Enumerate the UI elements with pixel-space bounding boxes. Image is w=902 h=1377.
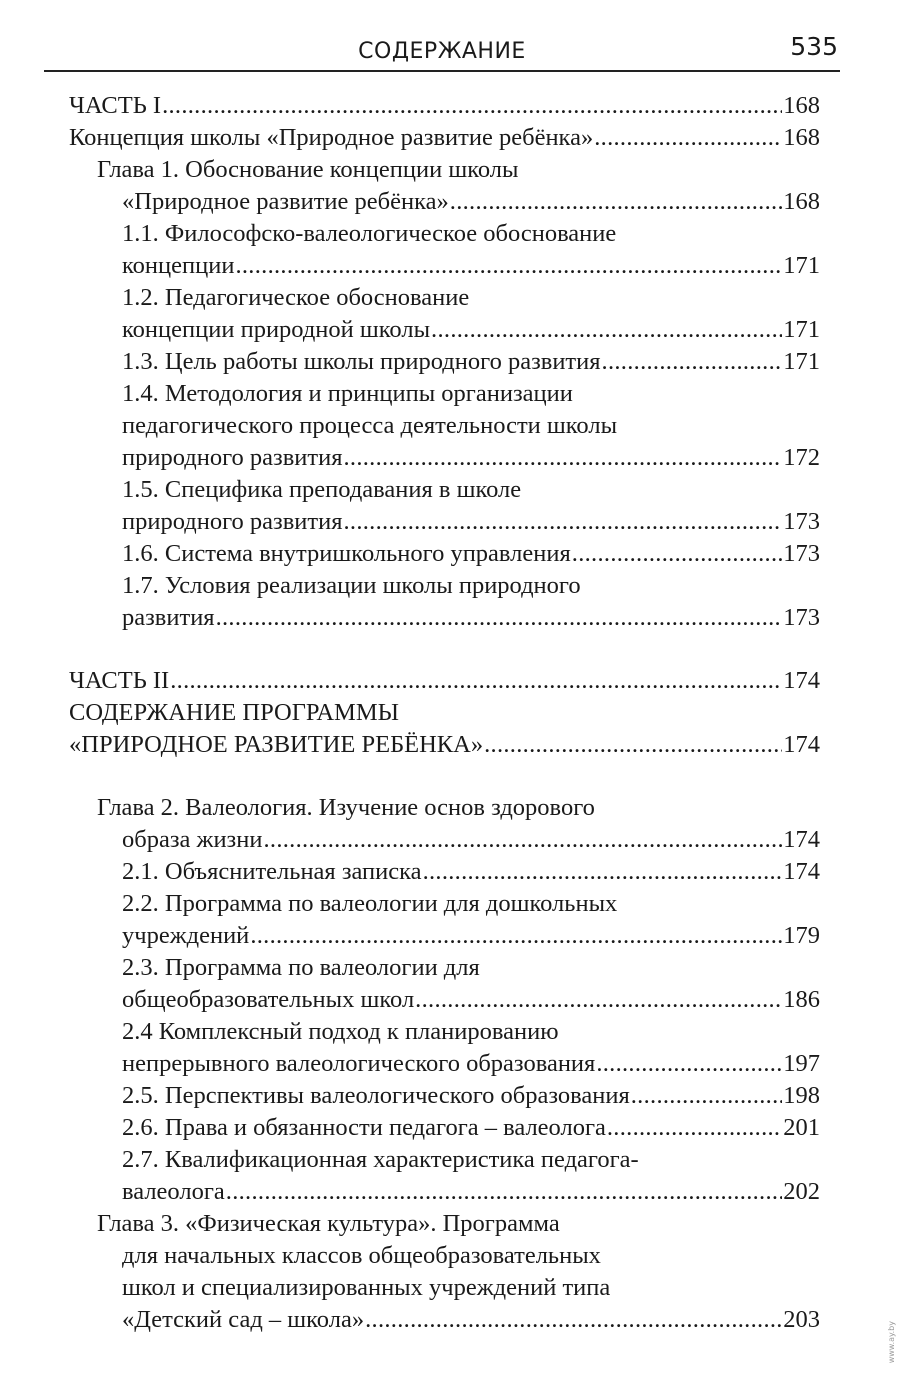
toc-entry-text: 1.1. Философско-валеологическое обоснование [122, 220, 617, 247]
toc-entry-text: общеобразовательных школ [122, 986, 415, 1013]
toc-leader-dots [572, 538, 782, 570]
toc-entry [122, 314, 820, 346]
toc-entry-text: природного развития [122, 444, 343, 471]
toc-leader-dots [170, 665, 782, 697]
toc-entry-text: 2.5. Перспективы валеологического образования [122, 1082, 630, 1109]
toc-entry [122, 250, 820, 282]
toc-entry [122, 1176, 820, 1208]
toc-entry [122, 856, 820, 888]
toc-leader-dots [226, 1176, 782, 1208]
toc-entry-text: Глава 1. Обоснование концепции школы [97, 156, 519, 183]
toc-page-number: 202 [783, 1178, 820, 1205]
toc-leader-dots [594, 122, 782, 154]
toc-page-number: 173 [783, 604, 820, 631]
toc-entry-text: «Природное развитие ребёнка» [122, 188, 449, 215]
toc-page-number: 172 [783, 444, 820, 471]
toc-entry [69, 122, 820, 154]
page-number: 535 [790, 32, 838, 61]
toc-page-number: 174 [783, 858, 820, 885]
toc-entry [122, 1112, 820, 1144]
toc-entry-text: учреждений [122, 922, 250, 949]
toc-entry-text: 2.4 Комплексный подход к планированию [122, 1018, 559, 1045]
toc-entry-text: Глава 2. Валеология. Изучение основ здорового [97, 794, 595, 821]
page-header [44, 28, 840, 72]
toc-entry-text: 2.7. Квалификационная характеристика педагога- [122, 1146, 639, 1173]
toc-page-number: 171 [783, 348, 820, 375]
toc-page-number: 168 [783, 188, 820, 215]
toc-page-number: 174 [783, 731, 820, 758]
toc-entry-text: непрерывного валеологического образования [122, 1050, 596, 1077]
toc-entry [122, 984, 820, 1016]
toc-leader-dots [602, 346, 783, 378]
toc-entry [122, 1080, 820, 1112]
toc-entry-text: 1.7. Условия реализации школы природного [122, 572, 581, 599]
toc-entry-text: школ и специализированных учреждений типа [122, 1274, 611, 1301]
toc-entry [122, 186, 820, 218]
toc-page-number: 173 [783, 540, 820, 567]
toc-entry-text: концепции природной школы [122, 316, 431, 343]
toc-leader-dots [216, 602, 783, 634]
toc-page-number: 168 [783, 124, 820, 151]
toc-entry [69, 665, 820, 697]
toc-leader-dots [162, 90, 782, 122]
toc-page-number: 171 [783, 252, 820, 279]
toc-leader-dots [423, 856, 783, 888]
toc-entry [122, 346, 820, 378]
toc-page-number: 186 [783, 986, 820, 1013]
toc-entry-text: ЧАСТЬ II [69, 667, 170, 694]
toc-entry [122, 602, 820, 634]
toc-entry-text: педагогического процесса деятельности школы [122, 412, 618, 439]
toc-page-number: 171 [783, 316, 820, 343]
toc-entry [69, 90, 820, 122]
toc-entry-text: 2.1. Объяснительная записка [122, 858, 422, 885]
toc-entry-text: образа жизни [122, 826, 263, 853]
toc-entry [122, 506, 820, 538]
toc-leader-dots [263, 824, 782, 856]
toc-entry [122, 824, 820, 856]
toc-entry-text: «ПРИРОДНОЕ РАЗВИТИЕ РЕБЁНКА» [69, 731, 484, 758]
toc-entry [122, 1304, 820, 1336]
toc-entry-text: Глава 3. «Физическая культура». Программа [97, 1210, 560, 1237]
toc-entry-text: ЧАСТЬ I [69, 92, 162, 119]
toc-entry [122, 920, 820, 952]
toc-entry-text: природного развития [122, 508, 343, 535]
toc-leader-dots [365, 1304, 782, 1336]
toc-entry-text: 1.4. Методология и принципы организации [122, 380, 573, 407]
toc-entry [122, 442, 820, 474]
toc-entry-text: 2.3. Программа по валеологии для [122, 954, 480, 981]
toc-leader-dots [631, 1080, 783, 1112]
toc-page-number: 173 [783, 508, 820, 535]
toc-leader-dots [343, 506, 782, 538]
toc-entry-text: для начальных классов общеобразовательных [122, 1242, 601, 1269]
toc-entry-text: 1.6. Система внутришкольного управления [122, 540, 571, 567]
watermark: www.ay.by [887, 1320, 896, 1363]
toc-entry-text: Концепция школы «Природное развитие ребёнка» [69, 124, 594, 151]
toc-page-number: 174 [783, 667, 820, 694]
toc-entry-text: развития [122, 604, 215, 631]
toc-entry-text: концепции [122, 252, 235, 279]
toc-page-number: 179 [783, 922, 820, 949]
toc-entry-text: СОДЕРЖАНИЕ ПРОГРАММЫ [69, 699, 399, 726]
toc-leader-dots [607, 1112, 782, 1144]
toc-leader-dots [250, 920, 782, 952]
page-title: СОДЕРЖАНИЕ [358, 39, 526, 64]
toc-entry [122, 538, 820, 570]
toc-entry-text: 1.2. Педагогическое обоснование [122, 284, 470, 311]
toc-leader-dots [450, 186, 782, 218]
toc-leader-dots [415, 984, 782, 1016]
toc-entry-text: 1.5. Специфика преподавания в школе [122, 476, 522, 503]
toc-entry [69, 729, 820, 761]
toc-entry-text: 2.2. Программа по валеологии для дошкольных [122, 890, 618, 917]
toc-leader-dots [343, 442, 782, 474]
toc-entry-text: валеолога [122, 1178, 225, 1205]
toc-leader-dots [235, 250, 782, 282]
toc-entry [122, 1048, 820, 1080]
toc-entry-text: 1.3. Цель работы школы природного развития [122, 348, 601, 375]
toc-leader-dots [484, 729, 782, 761]
toc-leader-dots [596, 1048, 782, 1080]
toc-leader-dots [431, 314, 782, 346]
toc-page-number: 203 [783, 1306, 820, 1333]
toc-entry-text: 2.6. Права и обязанности педагога – валеолога [122, 1114, 606, 1141]
toc-page-number: 168 [783, 92, 820, 119]
toc-entry-text: «Детский сад – школа» [122, 1306, 365, 1333]
toc-page-number: 174 [783, 826, 820, 853]
toc-page-number: 197 [783, 1050, 820, 1077]
toc-page-number: 198 [783, 1082, 820, 1109]
toc-page-number: 201 [783, 1114, 820, 1141]
